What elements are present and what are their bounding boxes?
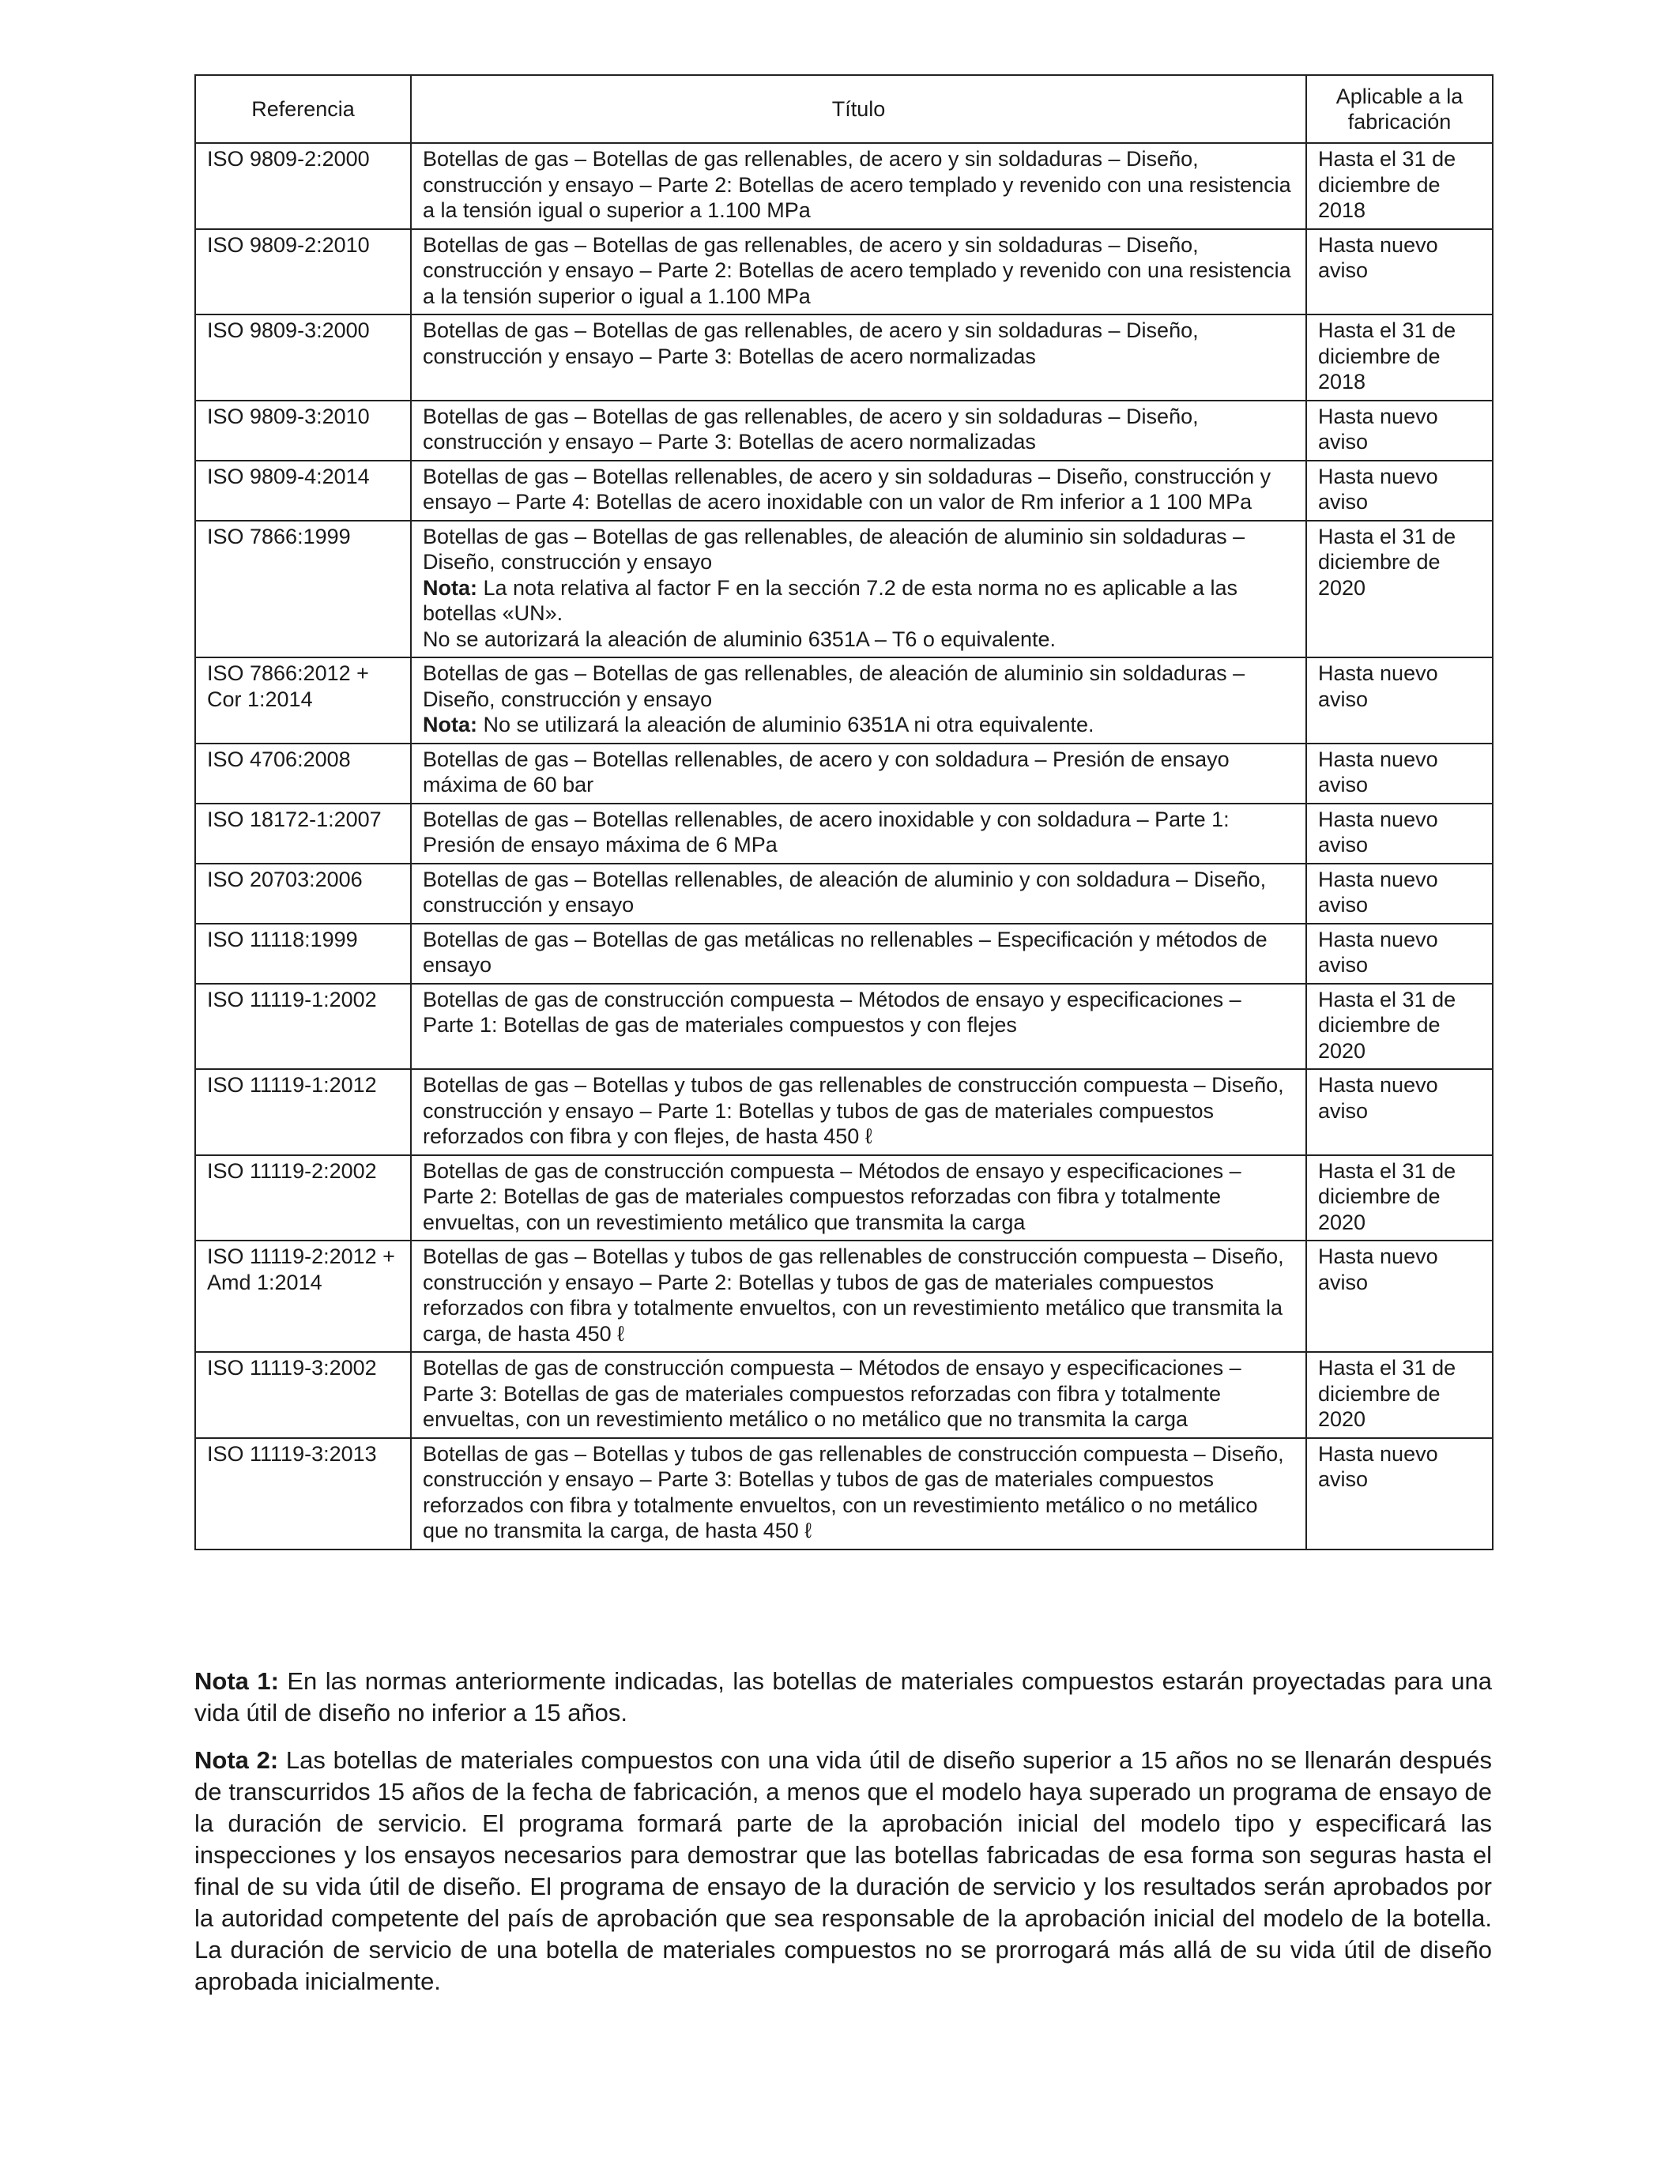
note-text: Las botellas de materiales compuestos con una vida útil de diseño superior a 15 años no se llenarán después de transcurridos 15 años de la fecha de fabricación, a menos que el modelo haya superado un programa de ensayo de la duración de servicio. El programa formará parte de la aprobación inicial del modelo tipo y especificará las inspecciones y los ensayos necesarios para demostrar que las botellas fabricadas de esa forma son seguras hasta el final de su vida útil de diseño. El programa de ensayo de la duración de servicio y los resultados serán aprobados por la autoridad competente del país de aprobación que sea responsable de la aprobación inicial del modelo de la botella. La duración de servicio de una botella de materiales compuestos no se prorrogará más allá de su vida útil de diseño aprobada inicialmente. [194, 1746, 1492, 1995]
title-text: Botellas de gas – Botellas y tubos de gas rellenables de construcción compuesta – Diseño, construcción y ensayo – Parte 3: Botellas y tubos de gas de materiales compuestos reforzados con fibra y totalmente envueltos, con un revestimiento metálico o no metálico que no transmita la carga, de hasta 450 ℓ [423, 1441, 1284, 1542]
cell-reference: ISO 11119-2:2002 [195, 1155, 411, 1241]
cell-applicable: Hasta nuevo aviso [1306, 461, 1493, 521]
cell-title [411, 744, 1306, 804]
table-row [195, 924, 1493, 984]
cell-applicable: Hasta nuevo aviso [1306, 864, 1493, 924]
title-text: Botellas de gas – Botellas y tubos de gas rellenables de construcción compuesta – Diseño, construcción y ensayo – Parte 1: Botellas y tubos de gas de materiales compuestos reforzados con fibra y con flejes, de hasta 450 ℓ [423, 1073, 1284, 1148]
title-text: Botellas de gas – Botellas de gas rellenables, de aleación de aluminio sin soldaduras – Diseño, construcción y ensayo [423, 524, 1245, 574]
cell-applicable: Hasta nuevo aviso [1306, 657, 1493, 744]
title-text: Botellas de gas de construcción compuesta – Métodos de ensayo y especificaciones – Parte 2: Botellas de gas de materiales compuestos reforzadas con fibra y totalmente envueltas, con un revestimiento metálico que transmita la carga [423, 1158, 1241, 1234]
title-text: Botellas de gas – Botellas de gas rellenables, de acero y sin soldaduras – Diseño, construcción y ensayo – Parte 2: Botellas de acero templado y revenido con una resistencia a la tensión igual o superior a 1.100 MPa [423, 147, 1291, 222]
cell-reference: ISO 18172-1:2007 [195, 804, 411, 864]
cell-applicable: Hasta nuevo aviso [1306, 401, 1493, 461]
cell-reference: ISO 11119-3:2002 [195, 1352, 411, 1438]
title-text: Botellas de gas de construcción compuesta – Métodos de ensayo y especificaciones – Parte 1: Botellas de gas de materiales compuestos y con flejes [423, 987, 1241, 1037]
cell-applicable: Hasta el 31 de diciembre de 2018 [1306, 143, 1493, 229]
title-text: Botellas de gas – Botellas rellenables, de acero inoxidable y con soldadura – Parte 1: Presión de ensayo máxima de 6 MPa [423, 807, 1230, 857]
cell-title [411, 461, 1306, 521]
cell-title [411, 924, 1306, 984]
cell-title [411, 1155, 1306, 1241]
table-row [195, 1352, 1493, 1438]
cell-title [411, 521, 1306, 658]
row-note-text: No se utilizará la aleación de aluminio 6351A ni otra equivalente. [477, 713, 1094, 736]
table-row [195, 657, 1493, 744]
cell-reference: ISO 7866:2012 + Cor 1:2014 [195, 657, 411, 744]
table-row [195, 143, 1493, 229]
cell-applicable: Hasta el 31 de diciembre de 2020 [1306, 984, 1493, 1070]
title-text: Botellas de gas – Botellas rellenables, de acero y sin soldaduras – Diseño, construcción y ensayo – Parte 4: Botellas de acero inoxidable con un valor de Rm inferior a 1 100 MPa [423, 464, 1271, 514]
cell-reference: ISO 9809-2:2010 [195, 229, 411, 315]
cell-applicable: Hasta nuevo aviso [1306, 804, 1493, 864]
header-title: Título [411, 75, 1306, 143]
table-header-row [195, 75, 1493, 143]
cell-title [411, 401, 1306, 461]
note-paragraph [194, 1666, 1492, 1729]
cell-applicable: Hasta nuevo aviso [1306, 744, 1493, 804]
cell-title [411, 804, 1306, 864]
table-row [195, 401, 1493, 461]
header-reference: Referencia [195, 75, 411, 143]
table-row [195, 744, 1493, 804]
cell-title [411, 1438, 1306, 1550]
row-extra-text: No se autorizará la aleación de aluminio 6351A – T6 o equivalente. [423, 627, 1057, 651]
cell-applicable: Hasta nuevo aviso [1306, 1069, 1493, 1155]
cell-applicable: Hasta nuevo aviso [1306, 229, 1493, 315]
cell-title [411, 314, 1306, 401]
note-text: En las normas anteriormente indicadas, las botellas de materiales compuestos estarán proyectadas para una vida útil de diseño no inferior a 15 años. [194, 1667, 1492, 1726]
table-row [195, 314, 1493, 401]
cell-reference: ISO 9809-2:2000 [195, 143, 411, 229]
cell-reference: ISO 9809-4:2014 [195, 461, 411, 521]
note-paragraph [194, 1745, 1492, 1998]
cell-title [411, 143, 1306, 229]
title-text: Botellas de gas – Botellas rellenables, de aleación de aluminio y con soldadura – Diseño, construcción y ensayo [423, 867, 1267, 917]
table-row [195, 229, 1493, 315]
notes-section [194, 1666, 1492, 2013]
row-note [423, 712, 1294, 738]
cell-applicable: Hasta nuevo aviso [1306, 924, 1493, 984]
title-text: Botellas de gas – Botellas de gas metálicas no rellenables – Especificación y métodos de ensayo [423, 927, 1268, 977]
row-note-label: Nota: [423, 575, 477, 600]
table-row [195, 1241, 1493, 1352]
cell-title [411, 229, 1306, 315]
cell-title [411, 1352, 1306, 1438]
cell-reference: ISO 4706:2008 [195, 744, 411, 804]
cell-reference: ISO 7866:1999 [195, 521, 411, 658]
title-text: Botellas de gas de construcción compuesta – Métodos de ensayo y especificaciones – Parte 3: Botellas de gas de materiales compuestos reforzadas con fibra y totalmente envueltas, con un revestimiento metálico o no metálico que no transmita la carga [423, 1356, 1241, 1431]
table-row [195, 984, 1493, 1070]
cell-reference: ISO 9809-3:2000 [195, 314, 411, 401]
table-row [195, 804, 1493, 864]
title-text: Botellas de gas – Botellas de gas rellenables, de acero y sin soldaduras – Diseño, construcción y ensayo – Parte 3: Botellas de acero normalizadas [423, 404, 1199, 454]
cell-applicable: Hasta nuevo aviso [1306, 1241, 1493, 1352]
cell-reference: ISO 11118:1999 [195, 924, 411, 984]
cell-title [411, 1241, 1306, 1352]
cell-applicable: Hasta el 31 de diciembre de 2020 [1306, 521, 1493, 658]
title-text: Botellas de gas – Botellas de gas rellenables, de aleación de aluminio sin soldaduras – Diseño, construcción y ensayo [423, 661, 1245, 711]
cell-applicable: Hasta el 31 de diciembre de 2018 [1306, 314, 1493, 401]
table-row [195, 1069, 1493, 1155]
row-note [423, 575, 1294, 627]
title-text: Botellas de gas – Botellas y tubos de gas rellenables de construcción compuesta – Diseño, construcción y ensayo – Parte 2: Botellas y tubos de gas de materiales compuestos reforzados con fibra y totalmente envueltos, con un revestimiento metálico que transmita la carga, de hasta 450 ℓ [423, 1245, 1284, 1346]
standards-table [194, 74, 1494, 1550]
cell-applicable: Hasta nuevo aviso [1306, 1438, 1493, 1550]
cell-title [411, 1069, 1306, 1155]
cell-applicable: Hasta el 31 de diciembre de 2020 [1306, 1352, 1493, 1438]
cell-reference: ISO 11119-2:2012 + Amd 1:2014 [195, 1241, 411, 1352]
row-note-label: Nota: [423, 713, 477, 736]
table-row [195, 521, 1493, 658]
note-label: Nota 2: [194, 1746, 279, 1774]
table-body [195, 143, 1493, 1550]
header-applicable: Aplicable a la fabricación [1306, 75, 1493, 143]
table-row [195, 864, 1493, 924]
cell-title [411, 984, 1306, 1070]
table-row [195, 1438, 1493, 1550]
cell-title [411, 864, 1306, 924]
cell-applicable: Hasta el 31 de diciembre de 2020 [1306, 1155, 1493, 1241]
cell-reference: ISO 9809-3:2010 [195, 401, 411, 461]
cell-reference: ISO 11119-3:2013 [195, 1438, 411, 1550]
cell-reference: ISO 11119-1:2012 [195, 1069, 411, 1155]
cell-reference: ISO 11119-1:2002 [195, 984, 411, 1070]
title-text: Botellas de gas – Botellas rellenables, de acero y con soldadura – Presión de ensayo máxima de 60 bar [423, 747, 1230, 796]
row-note-text: La nota relativa al factor F en la sección 7.2 de esta norma no es aplicable a las botellas «UN». [423, 575, 1238, 625]
cell-title [411, 657, 1306, 744]
title-text: Botellas de gas – Botellas de gas rellenables, de acero y sin soldaduras – Diseño, construcción y ensayo – Parte 3: Botellas de acero normalizadas [423, 318, 1199, 368]
table-row [195, 461, 1493, 521]
cell-reference: ISO 20703:2006 [195, 864, 411, 924]
table-row [195, 1155, 1493, 1241]
note-label: Nota 1: [194, 1667, 279, 1695]
title-text: Botellas de gas – Botellas de gas rellenables, de acero y sin soldaduras – Diseño, construcción y ensayo – Parte 2: Botellas de acero templado y revenido con una resistencia a la tensión superior o igual a 1.100 MPa [423, 232, 1291, 308]
